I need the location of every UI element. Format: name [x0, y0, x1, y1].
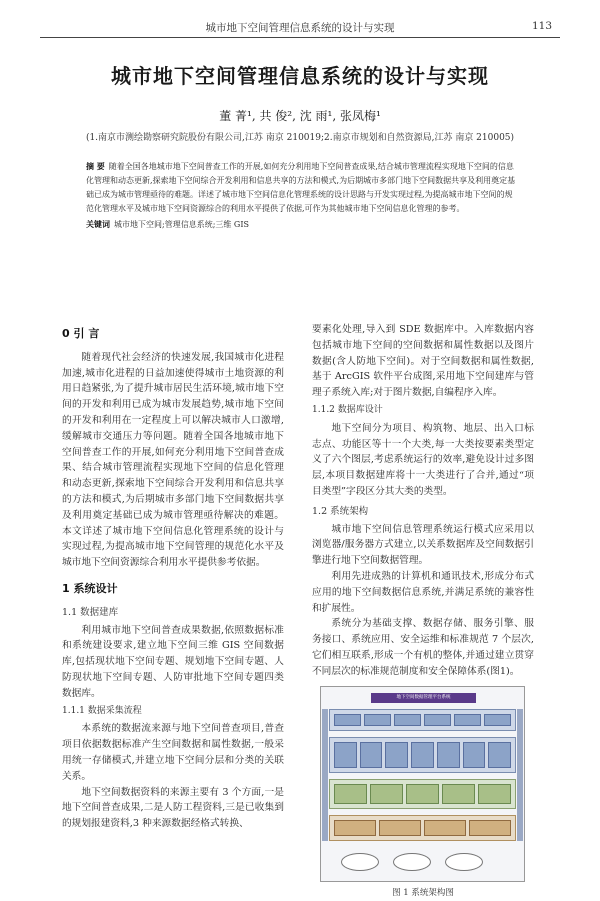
- figure-layer-application: [329, 709, 516, 731]
- subsubsection-heading: 1.1.2 数据库设计: [312, 404, 383, 415]
- page-number: 113: [531, 20, 552, 32]
- figure-side-bar: [322, 709, 328, 841]
- paper-title: 城市地下空间管理信息系统的设计与实现: [111, 64, 489, 88]
- page-header: [40, 18, 560, 38]
- affiliation: (1.南京市测绘勘察研究院股份有限公司,江苏 南京 210019;2.南京市规划和自然资源局,江苏 南京 210005): [85, 133, 515, 143]
- subsubsection-heading: 1.1.1 数据采集流程: [62, 705, 142, 716]
- abstract-label: 摘 要: [86, 162, 105, 171]
- figure-users: [341, 849, 504, 875]
- intro-paragraph: 随着现代社会经济的快速发展,我国城市化进程加速,城市化进程的日益加速使得城市土地资源的利用日趋紧张,为了提升城市居民生活环境,城市地下空间的开发和利用已成为城市发展趋势,城市地下空间的开发和利用在一定程度上可以解决城市人口激增,缓解城市交通压力等问题。随着全国各地城市地下空间普查工作的开展,如何充分利用地下空间普查成果、结合城市管理流程实现地下空间的信息化管理和动态更新,探索地下空间综合开发利用和信息共享的方法和模式,为后期城市多部门地下空间数据共享及利用奠定基础已成为城市管理亟待解决的难题。本文详述了城市地下空间信息化管理系统的设计与实现过程,为提高城市地下空间管理的规范化水平及城市地下空间资源综合利用水平提供参考依据。: [62, 351, 284, 569]
- section-heading-design: 1 系统设计: [62, 581, 118, 595]
- paragraph: 利用城市地下空间普查成果数据,依照数据标准和系统建设要求,建立地下空间三维 GIS 空间数据库,包括现状地下空间专题、规划地下空间专题、人防现状地下空间专题、人防审批地下空间专题四类数据库。: [62, 624, 284, 699]
- paragraph: 要素化处理,导入到 SDE 数据库中。入库数据内容包括城市地下空间的空间数据和属性数据以及图片数据(含人防地下空间)。对于空间数据和属性数据,基于 ArcGIS 软件平台成图,采用地下空间建库与管理子系统入库;对于图片数据,自编程序入库。: [312, 324, 534, 399]
- subsection-heading: 1.1 数据建库: [62, 606, 119, 618]
- keywords-text: 城市地下空间;管理信息系统;三维 GIS: [114, 220, 249, 229]
- paragraph: 本系统的数据流来源与地下空间普查项目,普查项目依据数据标准产生空间数据和属性数据,一般采用统一存储模式,并建立地下空间分层和分类的关联关系。: [62, 723, 284, 782]
- running-title: 城市地下空间管理信息系统的设计与实现: [205, 22, 395, 34]
- paragraph: 利用先进成熟的计算机和通讯技术,形成分布式应用的地下空间数据信息系统,并满足系统的兼容性和扩展性。: [312, 570, 534, 614]
- architecture-figure: [320, 686, 525, 882]
- abstract: [86, 160, 516, 232]
- authors: 董 菁¹, 共 俊², 沈 雨¹, 张凤梅¹: [219, 109, 381, 123]
- figure-layer-data: [329, 779, 516, 809]
- right-column: [312, 322, 534, 901]
- subsection-heading: 1.2 系统架构: [312, 505, 369, 517]
- keywords-label: 关键词: [86, 220, 110, 229]
- figure-caption: 图 1 系统架构图: [392, 887, 454, 898]
- paragraph: 地下空间数据资料的来源主要有 3 个方面,一是地下空间普查成果,二是人防工程资料,三是已收集到的规划报建资料,3 种来源数据经格式转换、: [62, 786, 284, 830]
- left-column: [62, 320, 284, 832]
- abstract-text: 随着全国各地城市地下空间普查工作的开展,如何充分利用地下空间普查成果,结合城市管理流程实现地下空间的信息化管理和动态更新,探索地下空间综合开发利用和信息共享的方法和模式,为后期城市多部门地下空间数据共享及利用奠定基础已成为城市管理亟待的难题。详述了城市地下空间信息化管理系统的设计思路与开发实现过程,为提高城市地下空间的规范化管理水平及城市地下空间资源综合的利用水平提供了依据,可作为其他城市地下空间信息化管理的参考。: [86, 162, 516, 213]
- paragraph: 系统分为基础支撑、数据存储、服务引擎、服务接口、系统应用、安全运维和标准规范 7 个层次,它们相互联系,形成一个有机的整体,并通过建立贯穿不同层次的标准规范制度和安全保障体系(图1)。: [312, 618, 534, 677]
- paragraph: 城市地下空间信息管理系统运行模式应采用以浏览器/服务器方式建立,以关系数据库及空间数据引擎进行地下空间数据管理。: [312, 523, 534, 567]
- figure-layer-infrastructure: [329, 815, 516, 841]
- figure-layer-service: [329, 737, 516, 773]
- figure-title: 地下空间数据管理平台系统: [371, 693, 476, 703]
- section-heading-intro: 0 引 言: [62, 327, 100, 340]
- paragraph: 地下空间分为项目、构筑物、地层、出入口标志点、功能区等十一个大类,每一大类按要素类型定义了六个图层,考虑系统运行的效率,避免设计过多图层,本项目数据建库将十一大类进行了合并,通过“项目类型”字段区分其大类的类型。: [312, 422, 534, 497]
- figure-side-bar: [517, 709, 523, 841]
